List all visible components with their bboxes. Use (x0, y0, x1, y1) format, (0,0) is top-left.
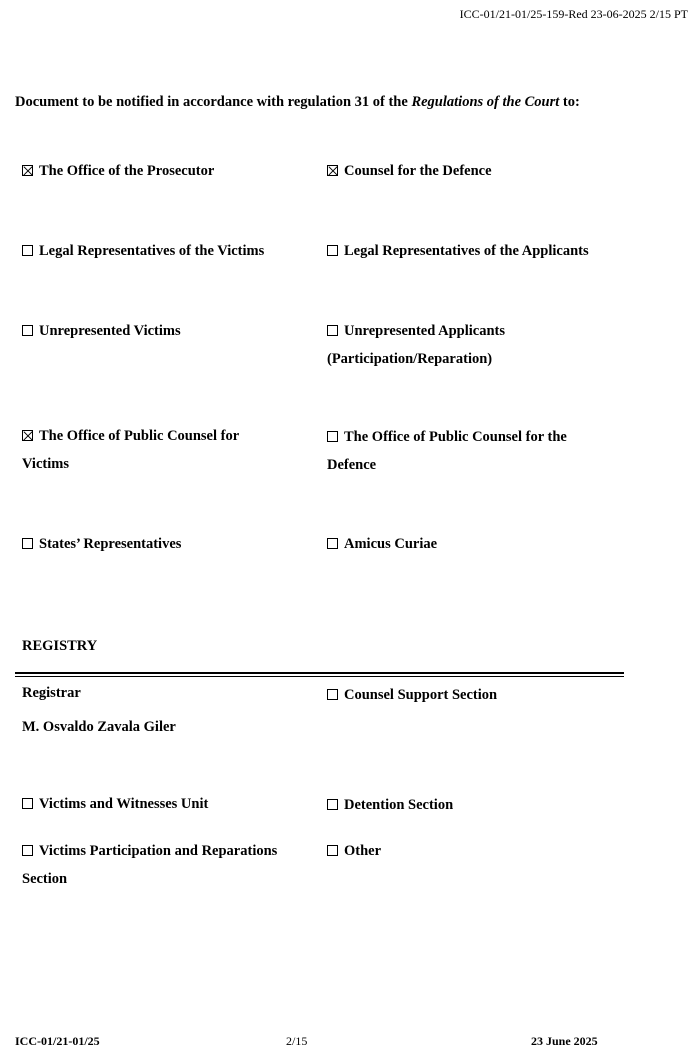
registry-vwu-label: Victims and Witnesses Unit (39, 796, 209, 812)
recipient-defence-counsel-label: Counsel for the Defence (344, 163, 492, 179)
recipient-amicus-curiae (327, 530, 437, 558)
recipient-unrepresented-victims-label: Unrepresented Victims (39, 323, 181, 339)
checked-box-icon (22, 430, 33, 441)
recipient-opcv-label: The Office of Public Counsel for Victims (22, 428, 239, 472)
recipient-amicus-curiae-label: Amicus Curiae (344, 536, 438, 552)
recipient-opcv (22, 422, 282, 478)
recipient-unrepresented-applicants-label: Unrepresented Applicants (Participation/Reparation) (327, 323, 505, 367)
unchecked-box-icon (327, 799, 338, 810)
unchecked-box-icon (22, 798, 33, 809)
footer-page-number: 2/15 (286, 1034, 308, 1048)
recipient-prosecutor-label: The Office of the Prosecutor (39, 163, 215, 179)
intro-text-part2: to: (559, 94, 580, 110)
unchecked-box-icon (22, 325, 33, 336)
recipient-opcd-label: The Office of Public Counsel for the Defence (327, 429, 567, 473)
registry-vprs (22, 837, 312, 893)
recipient-unrepresented-applicants (327, 317, 542, 373)
registry-victims-witnesses-unit (22, 790, 208, 818)
registry-other-label: Other (344, 843, 382, 859)
registry-detention-section (327, 791, 453, 819)
registry-detention-label: Detention Section (344, 797, 454, 813)
intro-regulations-title: Regulations of the Court (411, 94, 560, 110)
unchecked-box-icon (327, 538, 338, 549)
unchecked-box-icon (327, 845, 338, 856)
recipient-prosecutor (22, 157, 214, 185)
recipient-unrepresented-victims (22, 317, 181, 345)
unchecked-box-icon (22, 245, 33, 256)
registry-double-rule (15, 672, 624, 677)
recipient-states-representatives (22, 530, 181, 558)
unchecked-box-icon (327, 689, 338, 700)
registry-heading: REGISTRY (22, 638, 98, 654)
unchecked-box-icon (327, 431, 338, 442)
registry-vprs-label: Victims Participation and Reparations Section (22, 843, 278, 887)
footer-date: 23 June 2025 (531, 1034, 598, 1048)
unchecked-box-icon (327, 245, 338, 256)
footer-case-number: ICC-01/21-01/25 (15, 1034, 100, 1048)
registry-counsel-support-label: Counsel Support Section (344, 687, 498, 703)
unchecked-box-icon (22, 845, 33, 856)
recipient-legal-reps-applicants (327, 237, 589, 265)
intro-text-part1: Document to be notified in accordance with regulation 31 of the (15, 94, 412, 110)
recipient-legal-reps-victims (22, 237, 264, 265)
recipient-legal-reps-victims-label: Legal Representatives of the Victims (39, 243, 265, 259)
registrar-label: Registrar (22, 685, 81, 701)
recipient-states-representatives-label: States’ Representatives (39, 536, 182, 552)
unchecked-box-icon (22, 538, 33, 549)
document-reference-header: ICC-01/21-01/25-159-Red 23-06-2025 2/15 PT (459, 7, 688, 21)
recipient-opcd (327, 423, 617, 479)
recipient-defence-counsel (327, 157, 492, 185)
registrar-name: M. Osvaldo Zavala Giler (22, 719, 176, 735)
checked-box-icon (327, 165, 338, 176)
unchecked-box-icon (327, 325, 338, 336)
registry-other (327, 837, 381, 865)
checked-box-icon (22, 165, 33, 176)
recipient-legal-reps-applicants-label: Legal Representatives of the Applicants (344, 243, 589, 259)
registry-counsel-support-section (327, 681, 497, 709)
notification-intro (15, 88, 595, 116)
